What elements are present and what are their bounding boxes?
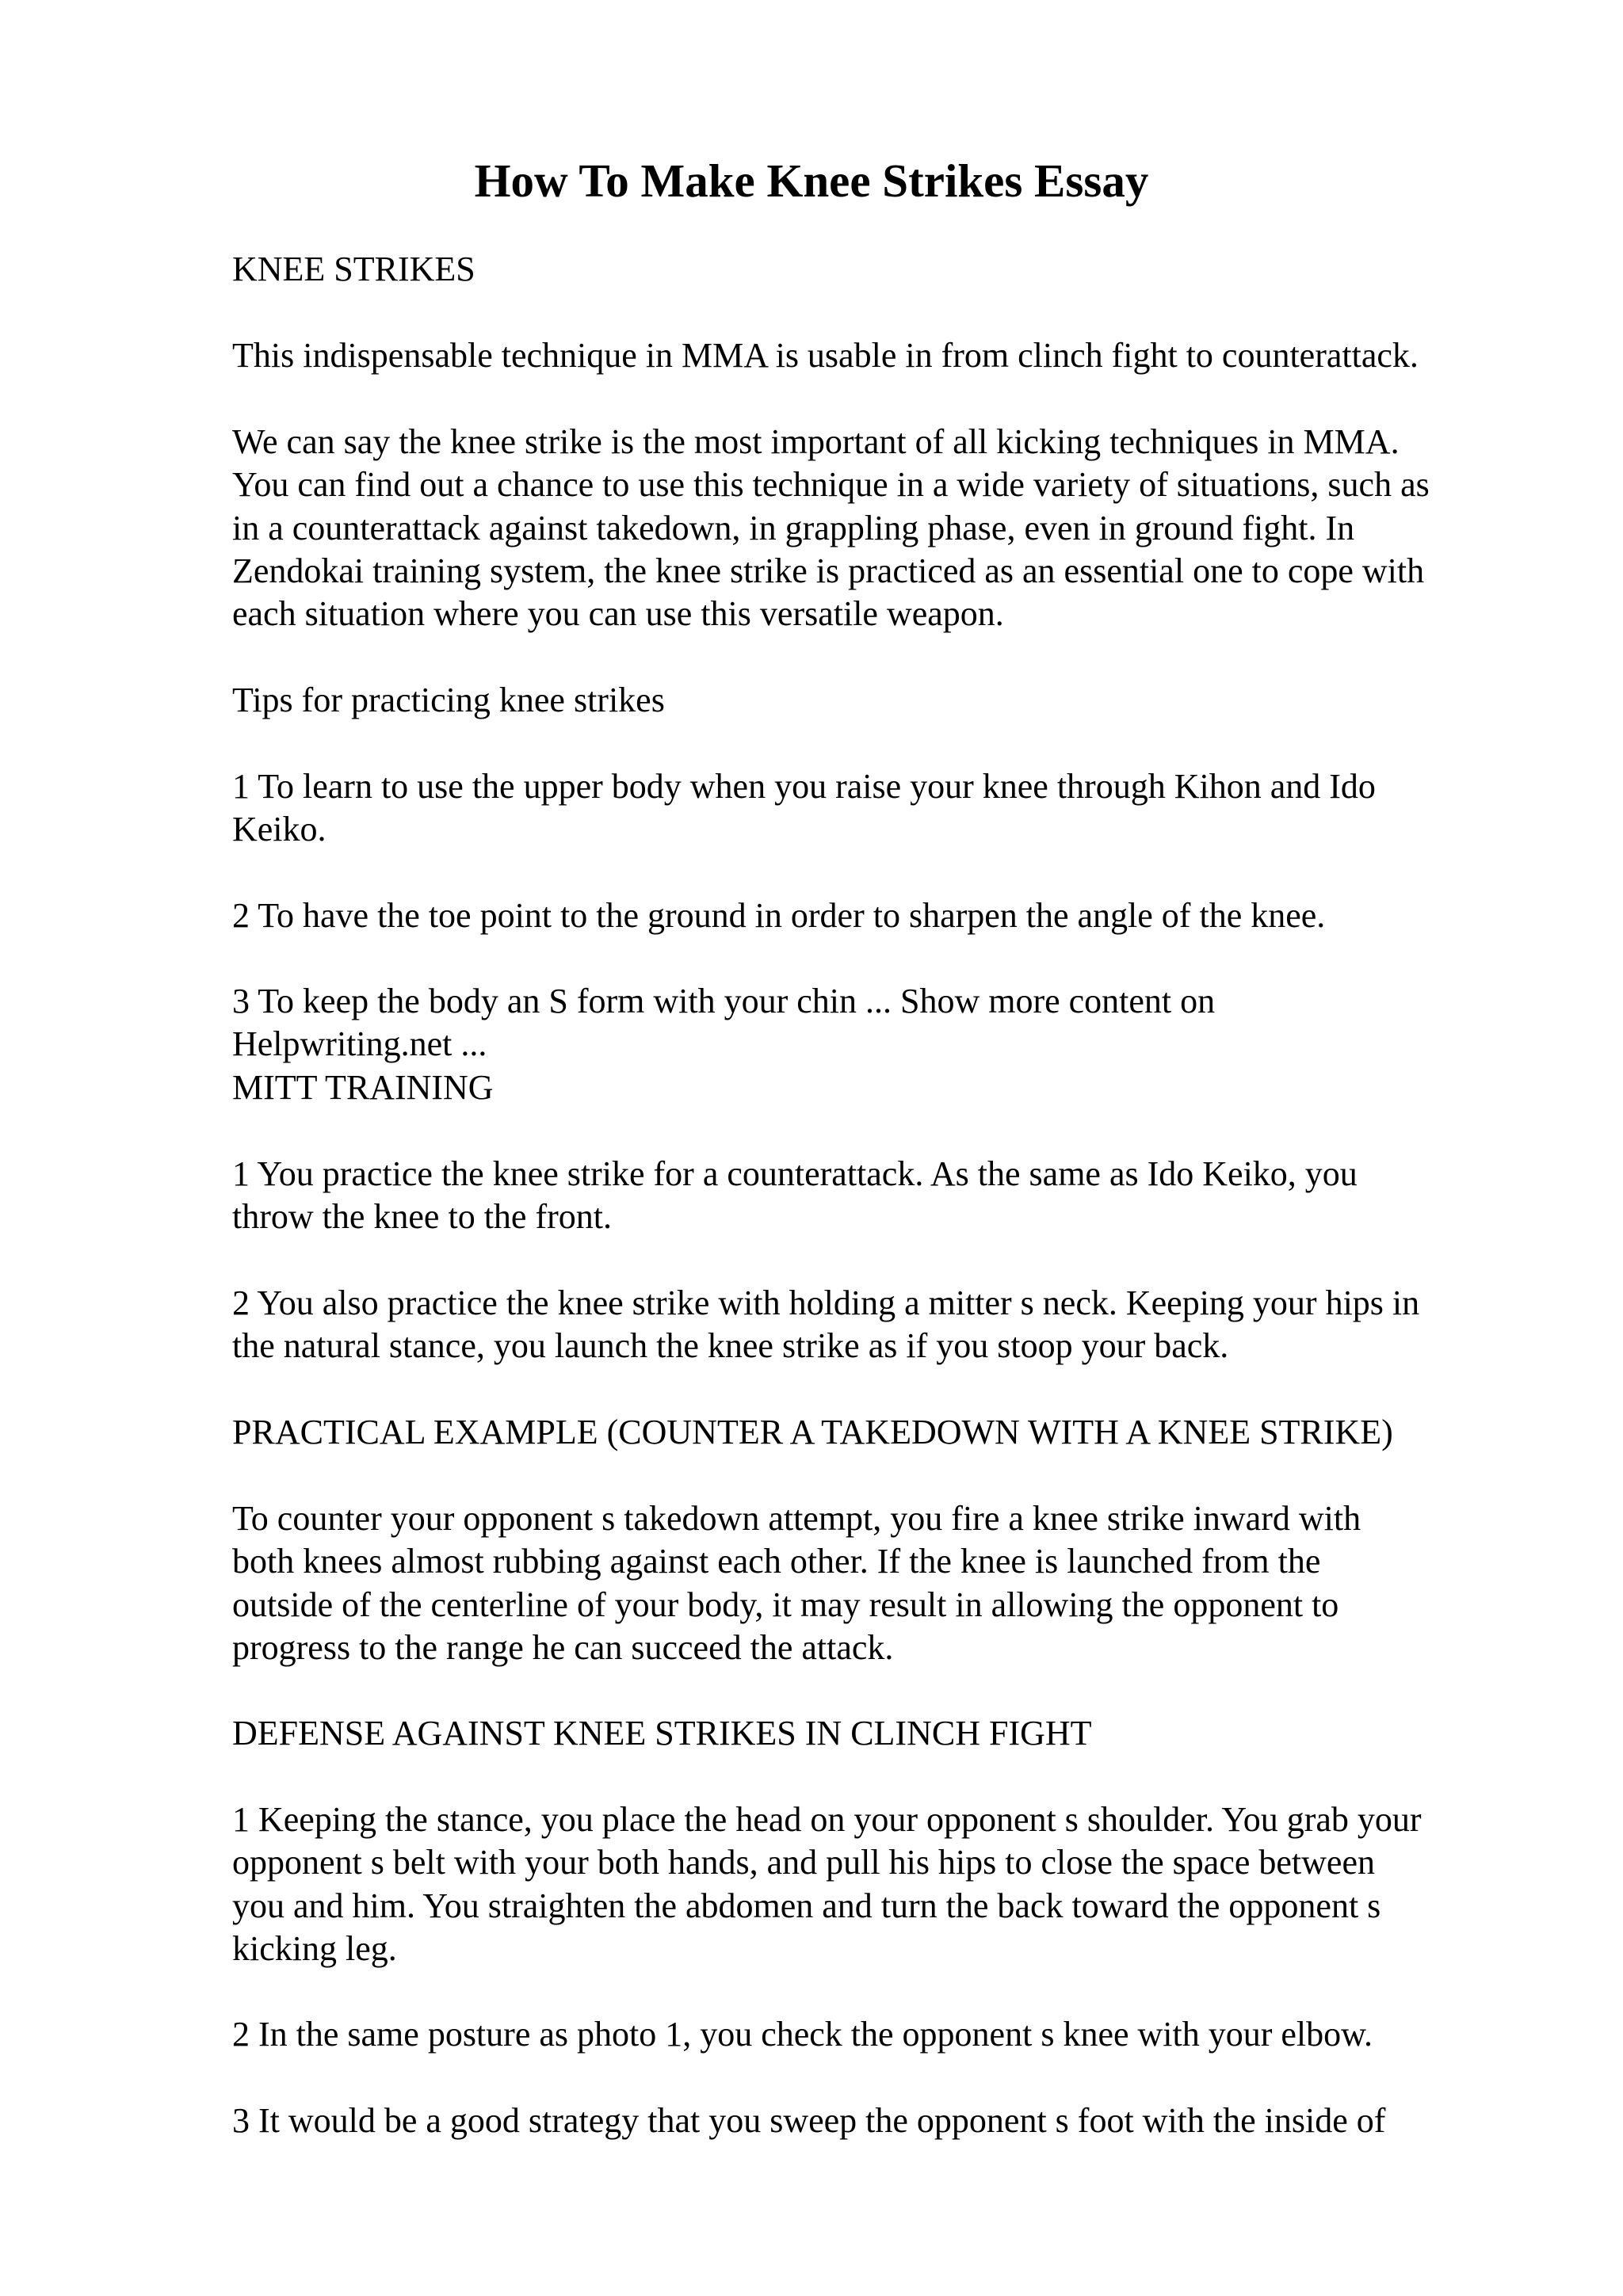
- paragraph-mitt-2: [232, 1282, 1532, 1368]
- paragraph-defense-2: [232, 2013, 1532, 2056]
- text-line: 2 To have the toe point to the ground in order to sharpen the angle of the knee.: [232, 896, 1326, 935]
- section-heading-tips: [232, 679, 1532, 722]
- text-line: opponent s belt with your both hands, and pull his hips to close the space between: [232, 1843, 1375, 1882]
- paragraph-tip-2: [232, 894, 1532, 937]
- text-line: 1 Keeping the stance, you place the head on your opponent s shoulder. You grab your: [232, 1800, 1422, 1839]
- text-line: KNEE STRIKES: [232, 250, 475, 288]
- text-line: Tips for practicing knee strikes: [232, 681, 665, 719]
- paragraph-tip-3: [232, 980, 1532, 1109]
- section-heading-practical-example: [232, 1411, 1532, 1454]
- text-line: 3 To keep the body an S form with your chin ... Show more content on: [232, 982, 1216, 1020]
- section-heading-knee-strikes: [232, 248, 1532, 291]
- text-line: kicking leg.: [232, 1928, 397, 1968]
- paragraph-mitt-1: [232, 1153, 1532, 1239]
- text-line: 1 You practice the knee strike for a counterattack. As the same as Ido Keiko, you: [232, 1154, 1358, 1193]
- paragraph-intro: [232, 334, 1532, 377]
- text-line: Zendokai training system, the knee strike is practiced as an essential one to cope with: [232, 551, 1425, 590]
- text-line: 1 To learn to use the upper body when you raise your knee through Kihon and Ido: [232, 767, 1376, 806]
- text-line: the natural stance, you launch the knee strike as if you stoop your back.: [232, 1326, 1229, 1366]
- paragraph-defense-3: [232, 2100, 1532, 2142]
- text-line: outside of the centerline of your body, it may result in allowing the opponent to: [232, 1585, 1339, 1624]
- text-line: you and him. You straighten the abdomen and turn the back toward the opponent s: [232, 1886, 1381, 1925]
- paragraph-defense-1: [232, 1798, 1532, 1970]
- text-line: DEFENSE AGAINST KNEE STRIKES IN CLINCH FIGHT: [232, 1714, 1092, 1753]
- paragraph-practical-example: [232, 1497, 1532, 1669]
- text-line: progress to the range he can succeed the attack.: [232, 1627, 894, 1667]
- text-line: each situation where you can use this versatile weapon.: [232, 594, 1004, 634]
- text-line: PRACTICAL EXAMPLE (COUNTER A TAKEDOWN WITH A KNEE STRIKE): [232, 1413, 1393, 1451]
- paragraph-tip-1: [232, 765, 1532, 852]
- text-line: throw the knee to the front.: [232, 1197, 612, 1237]
- text-line: 3 It would be a good strategy that you sweep the opponent s foot with the inside of: [232, 2101, 1386, 2140]
- text-line: Keiko.: [232, 810, 327, 849]
- paragraph-importance: [232, 421, 1532, 635]
- text-line: This indispensable technique in MMA is usable in from clinch fight to counterattack.: [232, 336, 1419, 375]
- section-heading-defense: [232, 1712, 1532, 1755]
- text-line: in a counterattack against takedown, in grappling phase, even in ground fight. In: [232, 508, 1355, 547]
- text-line: To counter your opponent s takedown attempt, you fire a knee strike inward with: [232, 1499, 1361, 1538]
- text-line: both knees almost rubbing against each other. If the knee is launched from the: [232, 1542, 1321, 1581]
- text-line: Helpwriting.net ...: [232, 1024, 487, 1064]
- text-line: You can find out a chance to use this technique in a wide variety of situations, such as: [232, 465, 1430, 505]
- document-title: How To Make Knee Strikes Essay: [474, 154, 1149, 207]
- text-line: We can say the knee strike is the most important of all kicking techniques in MMA.: [232, 422, 1400, 461]
- text-line: 2 In the same posture as photo 1, you check the opponent s knee with your elbow.: [232, 2015, 1373, 2054]
- section-heading-mitt-training: MITT TRAINING: [232, 1067, 494, 1107]
- text-line: 2 You also practice the knee strike with holding a mitter s neck. Keeping your hips in: [232, 1283, 1420, 1322]
